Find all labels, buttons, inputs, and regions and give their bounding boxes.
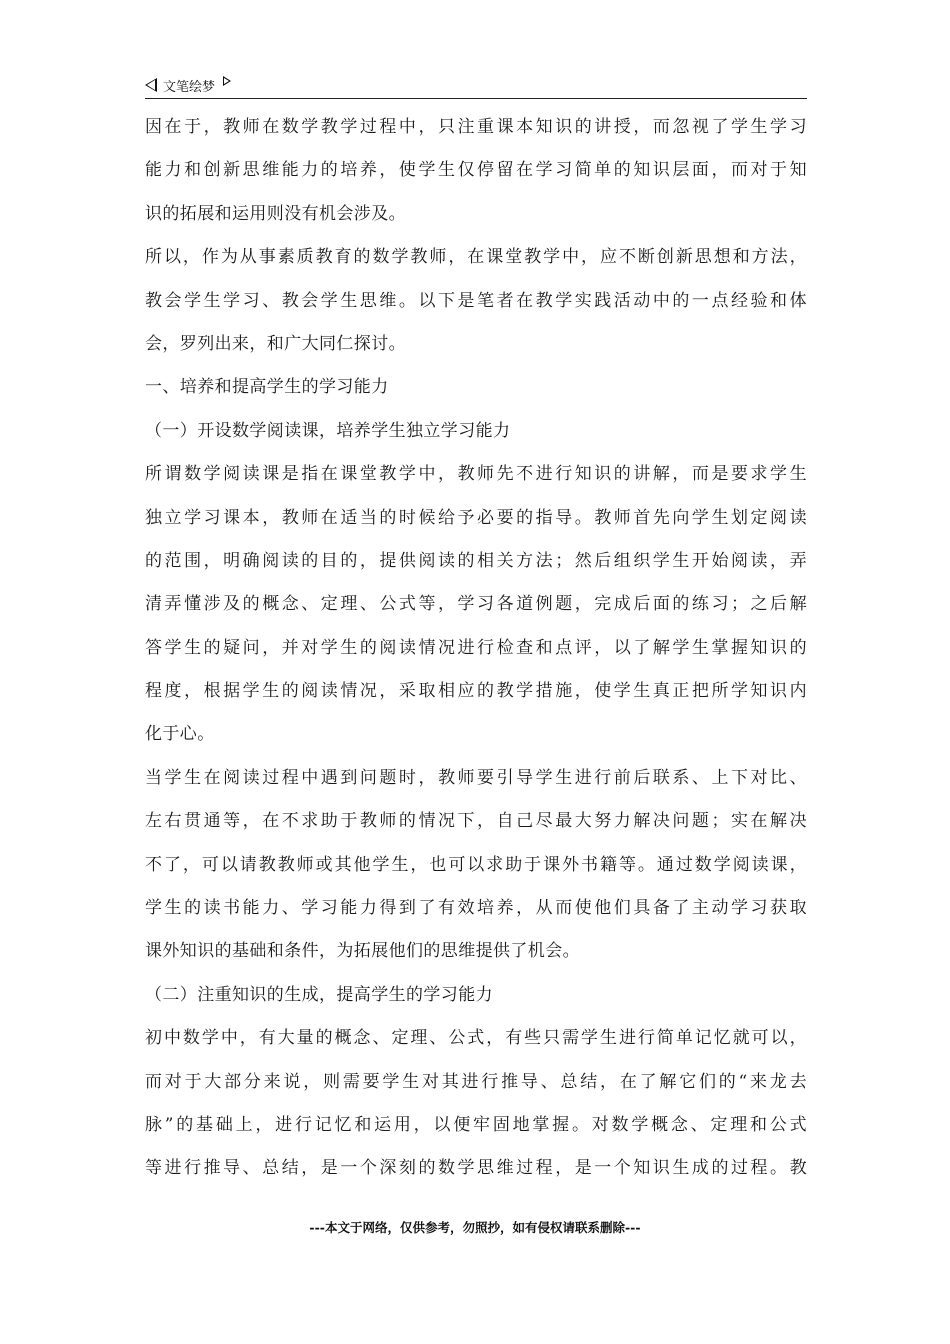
text-line: 当学生在阅读过程中遇到问题时，教师要引导学生进行前后联系、上下对比、 xyxy=(145,767,807,788)
text-line: 脉”的基础上，进行记忆和运用，以便牢固地掌握。对数学概念、定理和公式 xyxy=(145,1114,807,1135)
text-line: 独立学习课本，教师在适当的时候给予必要的指导。教师首先向学生划定阅读 xyxy=(145,507,807,528)
text-line: 所谓数学阅读课是指在课堂教学中，教师先不进行知识的讲解，而是要求学生 xyxy=(145,464,807,485)
text-line: 识的拓展和运用则没有机会涉及。 xyxy=(145,203,406,224)
text-line: 的范围，明确阅读的目的，提供阅读的相关方法；然后组织学生开始阅读，弄 xyxy=(145,550,807,571)
triangle-left-icon xyxy=(145,78,157,92)
header-title: 文笔绘梦 xyxy=(163,79,216,95)
text-line: 而对于大部分来说，则需要学生对其进行推导、总结，在了解它们的“来龙去 xyxy=(145,1071,807,1092)
text-line: 会，罗列出来，和广大同仁探讨。 xyxy=(145,333,406,354)
text-line: 化于心。 xyxy=(145,724,215,745)
page-header xyxy=(145,72,807,99)
text-line: 不了，可以请教教师或其他学生，也可以求助于课外书籍等。通过数学阅读课， xyxy=(145,854,807,875)
text-line: 答学生的疑问，并对学生的阅读情况进行检查和点评，以了解学生掌握知识的 xyxy=(145,637,807,658)
text-line: 一、培养和提高学生的学习能力 xyxy=(145,377,389,398)
text-line: 能力和创新思维能力的培养，使学生仅停留在学习简单的知识层面，而对于知 xyxy=(145,160,807,181)
text-line: 教会学生学习、教会学生思维。以下是笔者在教学实践活动中的一点经验和体 xyxy=(145,290,807,311)
text-line: （一）开设数学阅读课，培养学生独立学习能力 xyxy=(145,420,511,441)
text-line: 所以，作为从事素质教育的数学教师，在课堂教学中，应不断创新思想和方法， xyxy=(145,247,807,268)
document-body xyxy=(145,106,807,1191)
triangle-right-icon xyxy=(223,76,231,86)
text-line: 初中数学中，有大量的概念、定理、公式，有些只需学生进行简单记忆就可以， xyxy=(145,1028,807,1049)
footer-disclaimer: ---本文于网络，仅供参考，勿照抄，如有侵权请联系删除--- xyxy=(309,1220,641,1235)
text-line: 学生的读书能力、学习能力得到了有效培养，从而使他们具备了主动学习获取 xyxy=(145,898,807,919)
text-line: （二）注重知识的生成，提高学生的学习能力 xyxy=(145,984,493,1005)
text-line: 因在于，教师在数学教学过程中，只注重课本知识的讲授，而忽视了学生学习 xyxy=(145,117,807,137)
text-line: 清弄懂涉及的概念、定理、公式等，学习各道例题，完成后面的练习；之后解 xyxy=(145,594,807,615)
text-line: 左右贯通等，在不求助于教师的情况下，自己尽最大努力解决问题；实在解决 xyxy=(145,811,807,832)
text-line: 等进行推导、总结，是一个深刻的数学思维过程，是一个知识生成的过程。教 xyxy=(145,1158,807,1179)
text-line: 课外知识的基础和条件，为拓展他们的思维提供了机会。 xyxy=(145,941,580,962)
text-line: 程度，根据学生的阅读情况，采取相应的教学措施，使学生真正把所学知识内 xyxy=(145,681,807,702)
